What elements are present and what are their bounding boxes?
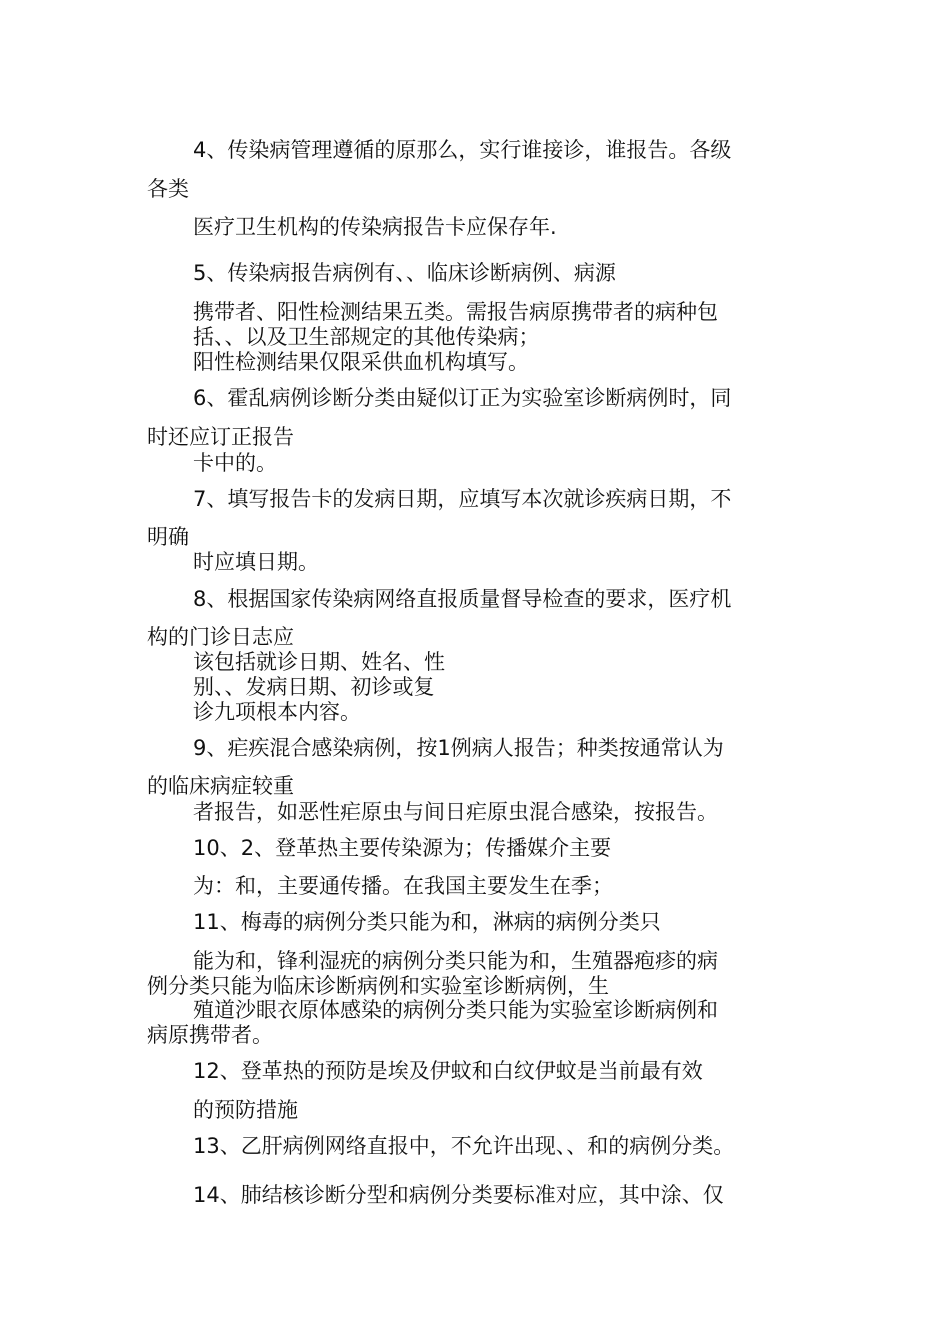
text-line: 明确: [147, 525, 189, 549]
text-line: 能为和，锋利湿疣的病例分类只能为和，生殖器疱疹的病: [193, 949, 718, 973]
text-line: 括、、以及卫生部规定的其他传染病；: [193, 325, 540, 349]
text-line: 的临床病症较重: [147, 774, 294, 798]
text-line: 时还应订正报告: [147, 425, 294, 449]
text-line: 11、梅毒的病例分类只能为和，淋病的病例分类只: [193, 910, 661, 934]
text-line: 6、霍乱病例诊断分类由疑似订正为实验室诊断病例时，同: [193, 386, 732, 410]
text-line: 8、根据国家传染病网络直报质量督导检查的要求，医疗机: [193, 587, 732, 611]
text-line: 12、登革热的预防是埃及伊蚊和白纹伊蚊是当前最有效: [193, 1059, 703, 1083]
text-line: 携带者、阳性检测结果五类。需报告病原携带者的病种包: [193, 300, 718, 324]
text-line: 的预防措施: [193, 1098, 298, 1122]
text-line: 5、传染病报告病例有、、临床诊断病例、病源: [193, 261, 616, 285]
text-line: 9、疟疾混合感染病例，按1例病人报告；种类按通常认为: [193, 736, 724, 760]
text-line: 该包括就诊日期、姓名、性: [193, 650, 445, 674]
text-line: 14、肺结核诊断分型和病例分类要标准对应，其中涂、仅: [193, 1183, 724, 1207]
text-line: 者报告，如恶性疟原虫与间日疟原虫混合感染，按报告。: [193, 800, 718, 824]
text-line: 殖道沙眼衣原体感染的病例分类只能为实验室诊断病例和: [193, 998, 718, 1022]
text-line: 13、乙肝病例网络直报中，不允许出现、、和的病例分类。: [193, 1134, 735, 1158]
text-line: 阳性检测结果仅限采供血机构填写。: [193, 350, 529, 374]
text-line: 10、2、登革热主要传染源为；传播媒介主要: [193, 836, 612, 860]
text-line: 例分类只能为临床诊断病例和实验室诊断病例，生: [147, 974, 609, 998]
text-line: 4、传染病管理遵循的原那么，实行谁接诊，谁报告。各级: [193, 138, 732, 162]
text-line: 为：和，主要通传播。在我国主要发生在季；: [193, 874, 613, 898]
text-line: 构的门诊日志应: [147, 625, 294, 649]
text-line: 各类: [147, 177, 189, 201]
text-line: 时应填日期。: [193, 550, 319, 574]
text-line: 医疗卫生机构的传染病报告卡应保存年.: [193, 215, 557, 239]
text-line: 诊九项根本内容。: [193, 700, 361, 724]
text-line: 别、、发病日期、初诊或复: [193, 675, 435, 699]
text-line: 卡中的。: [193, 451, 277, 475]
text-line: 7、填写报告卡的发病日期，应填写本次就诊疾病日期，不: [193, 487, 732, 511]
text-line: 病原携带者。: [147, 1023, 273, 1047]
